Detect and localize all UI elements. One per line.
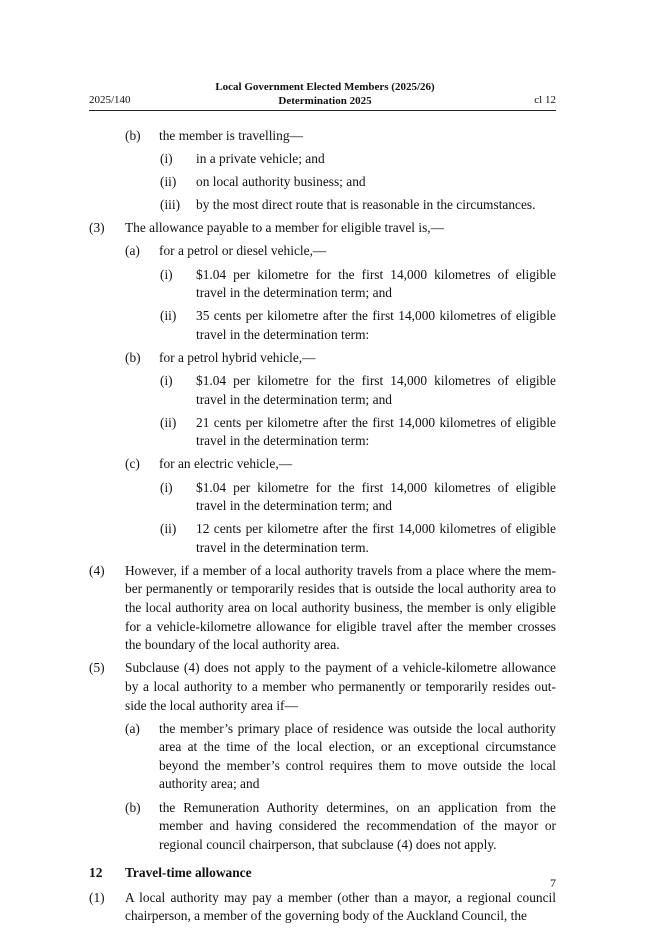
- provision-number: (ii): [160, 308, 177, 324]
- provision-number: (b): [125, 799, 141, 815]
- provision-number: (a): [125, 243, 140, 259]
- provision-text: Subclause (4) does not apply to the payment of a vehicle-kilometre allowance by a local authority to a member who permanently or temporarily resides outside the local authority area if—: [125, 660, 556, 713]
- header-rule: [89, 110, 556, 111]
- provision-level-0: [89, 659, 556, 715]
- provision-text: However, if a member of a local authority travels from a place where the member permanently or temporarily resides that is outside the local authority area to the local authority area on local authority business, the member is only eligible for a vehicle-kilometre allowance for eligible travel after the member crosses the boundary of the local authority area.: [125, 562, 556, 653]
- header-title: [170, 80, 480, 108]
- provision-level-2: [89, 307, 556, 344]
- provision-level-2: [89, 520, 556, 557]
- provision-level-0: [89, 219, 556, 238]
- provision-text: The allowance payable to a member for eligible travel is,—: [125, 220, 445, 236]
- provision-level-0: [89, 889, 556, 926]
- provision-level-2: [89, 173, 556, 192]
- provision-text: the member is travelling—: [159, 128, 303, 143]
- provision-level-2: [89, 196, 556, 215]
- provision-level-2: [89, 150, 556, 169]
- provision-level-0: [89, 562, 556, 655]
- provision-level-1: [89, 242, 556, 261]
- provision-text: the Remuneration Authority determines, on an application from the member and having considered the recommendation of the mayor or regional council chairperson, that subclause (4) does not apply.: [159, 799, 556, 852]
- provision-text: $1.04 per kilometre for the first 14,000 kilometres of eligible travel in the determination term; and: [196, 479, 556, 514]
- provision-level-2: [89, 372, 556, 409]
- provision-level-2: [89, 266, 556, 303]
- provision-level-1: [89, 455, 556, 474]
- provision-text: by the most direct route that is reasonable in the circumstances.: [196, 197, 536, 213]
- provision-number: (5): [89, 660, 105, 676]
- provision-level-1: [89, 127, 556, 146]
- section-title: Travel-time allowance: [125, 865, 252, 881]
- provision-number: (c): [125, 456, 140, 472]
- provision-number: (i): [160, 479, 173, 495]
- provision-text: for an electric vehicle,—: [159, 456, 293, 472]
- provision-number: (ii): [160, 414, 177, 430]
- provision-text: for a petrol or diesel vehicle,—: [159, 243, 327, 259]
- provision-text: $1.04 per kilometre for the first 14,000 kilometres of eligible travel in the determination term; and: [196, 266, 556, 301]
- provision-number: (ii): [160, 521, 177, 537]
- provision-number: (a): [125, 720, 140, 736]
- provision-text: 21 cents per kilometre after the first 14,000 kilometres of eligible travel in the determination term:: [196, 414, 556, 449]
- provision-level-2: [89, 479, 556, 516]
- provision-number: (b): [125, 349, 141, 365]
- clause-12-provisions: [89, 889, 556, 926]
- provision-text: the member’s primary place of residence was outside the local authority area at the time of the local election, or an exceptional circumstance beyond the member’s control requires them to move outside the local authority area; and: [159, 720, 556, 792]
- provision-text: 35 cents per kilometre after the first 14,000 kilometres of eligible travel in the determination term:: [196, 308, 556, 342]
- provision-number: (i): [160, 373, 173, 389]
- provision-number: (iii): [160, 197, 181, 213]
- provision-text: $1.04 per kilometre for the first 14,000 kilometres of eligible travel in the determination term; and: [196, 373, 556, 407]
- provision-level-1: [89, 720, 556, 794]
- clause-11-provisions: [89, 127, 556, 854]
- provision-number: (4): [89, 562, 105, 578]
- provision-number: (i): [160, 266, 173, 282]
- provision-text: for a petrol hybrid vehicle,—: [159, 349, 316, 365]
- provision-text: 12 cents per kilometre after the first 14,000 kilometres of eligible travel in the determination term.: [196, 521, 556, 555]
- header-title-line2: Determination 2025: [278, 95, 372, 107]
- header-clause: cl 12: [534, 94, 556, 106]
- provision-number: (ii): [160, 174, 177, 190]
- section-number: 12: [89, 865, 103, 881]
- header-reference: 2025/140: [89, 94, 131, 106]
- provision-number: (3): [89, 220, 105, 236]
- provision-text: in a private vehicle; and: [196, 151, 325, 167]
- provision-number: (i): [160, 151, 173, 167]
- document-body: [89, 127, 556, 931]
- provision-level-2: [89, 414, 556, 451]
- provision-text: on local authority business; and: [196, 174, 366, 190]
- header-title-line1: Local Government Elected Members (2025/26): [215, 81, 435, 93]
- page-number: 7: [550, 876, 556, 890]
- provision-text: A local authority may pay a member (other than a mayor, a regional council chairperson, a member of the governing body of the Auckland Council, the: [125, 889, 556, 924]
- provision-level-1: [89, 349, 556, 368]
- provision-level-1: [89, 799, 556, 855]
- section-heading: [89, 864, 556, 883]
- provision-number: (b): [125, 128, 141, 143]
- provision-number: (1): [89, 889, 105, 905]
